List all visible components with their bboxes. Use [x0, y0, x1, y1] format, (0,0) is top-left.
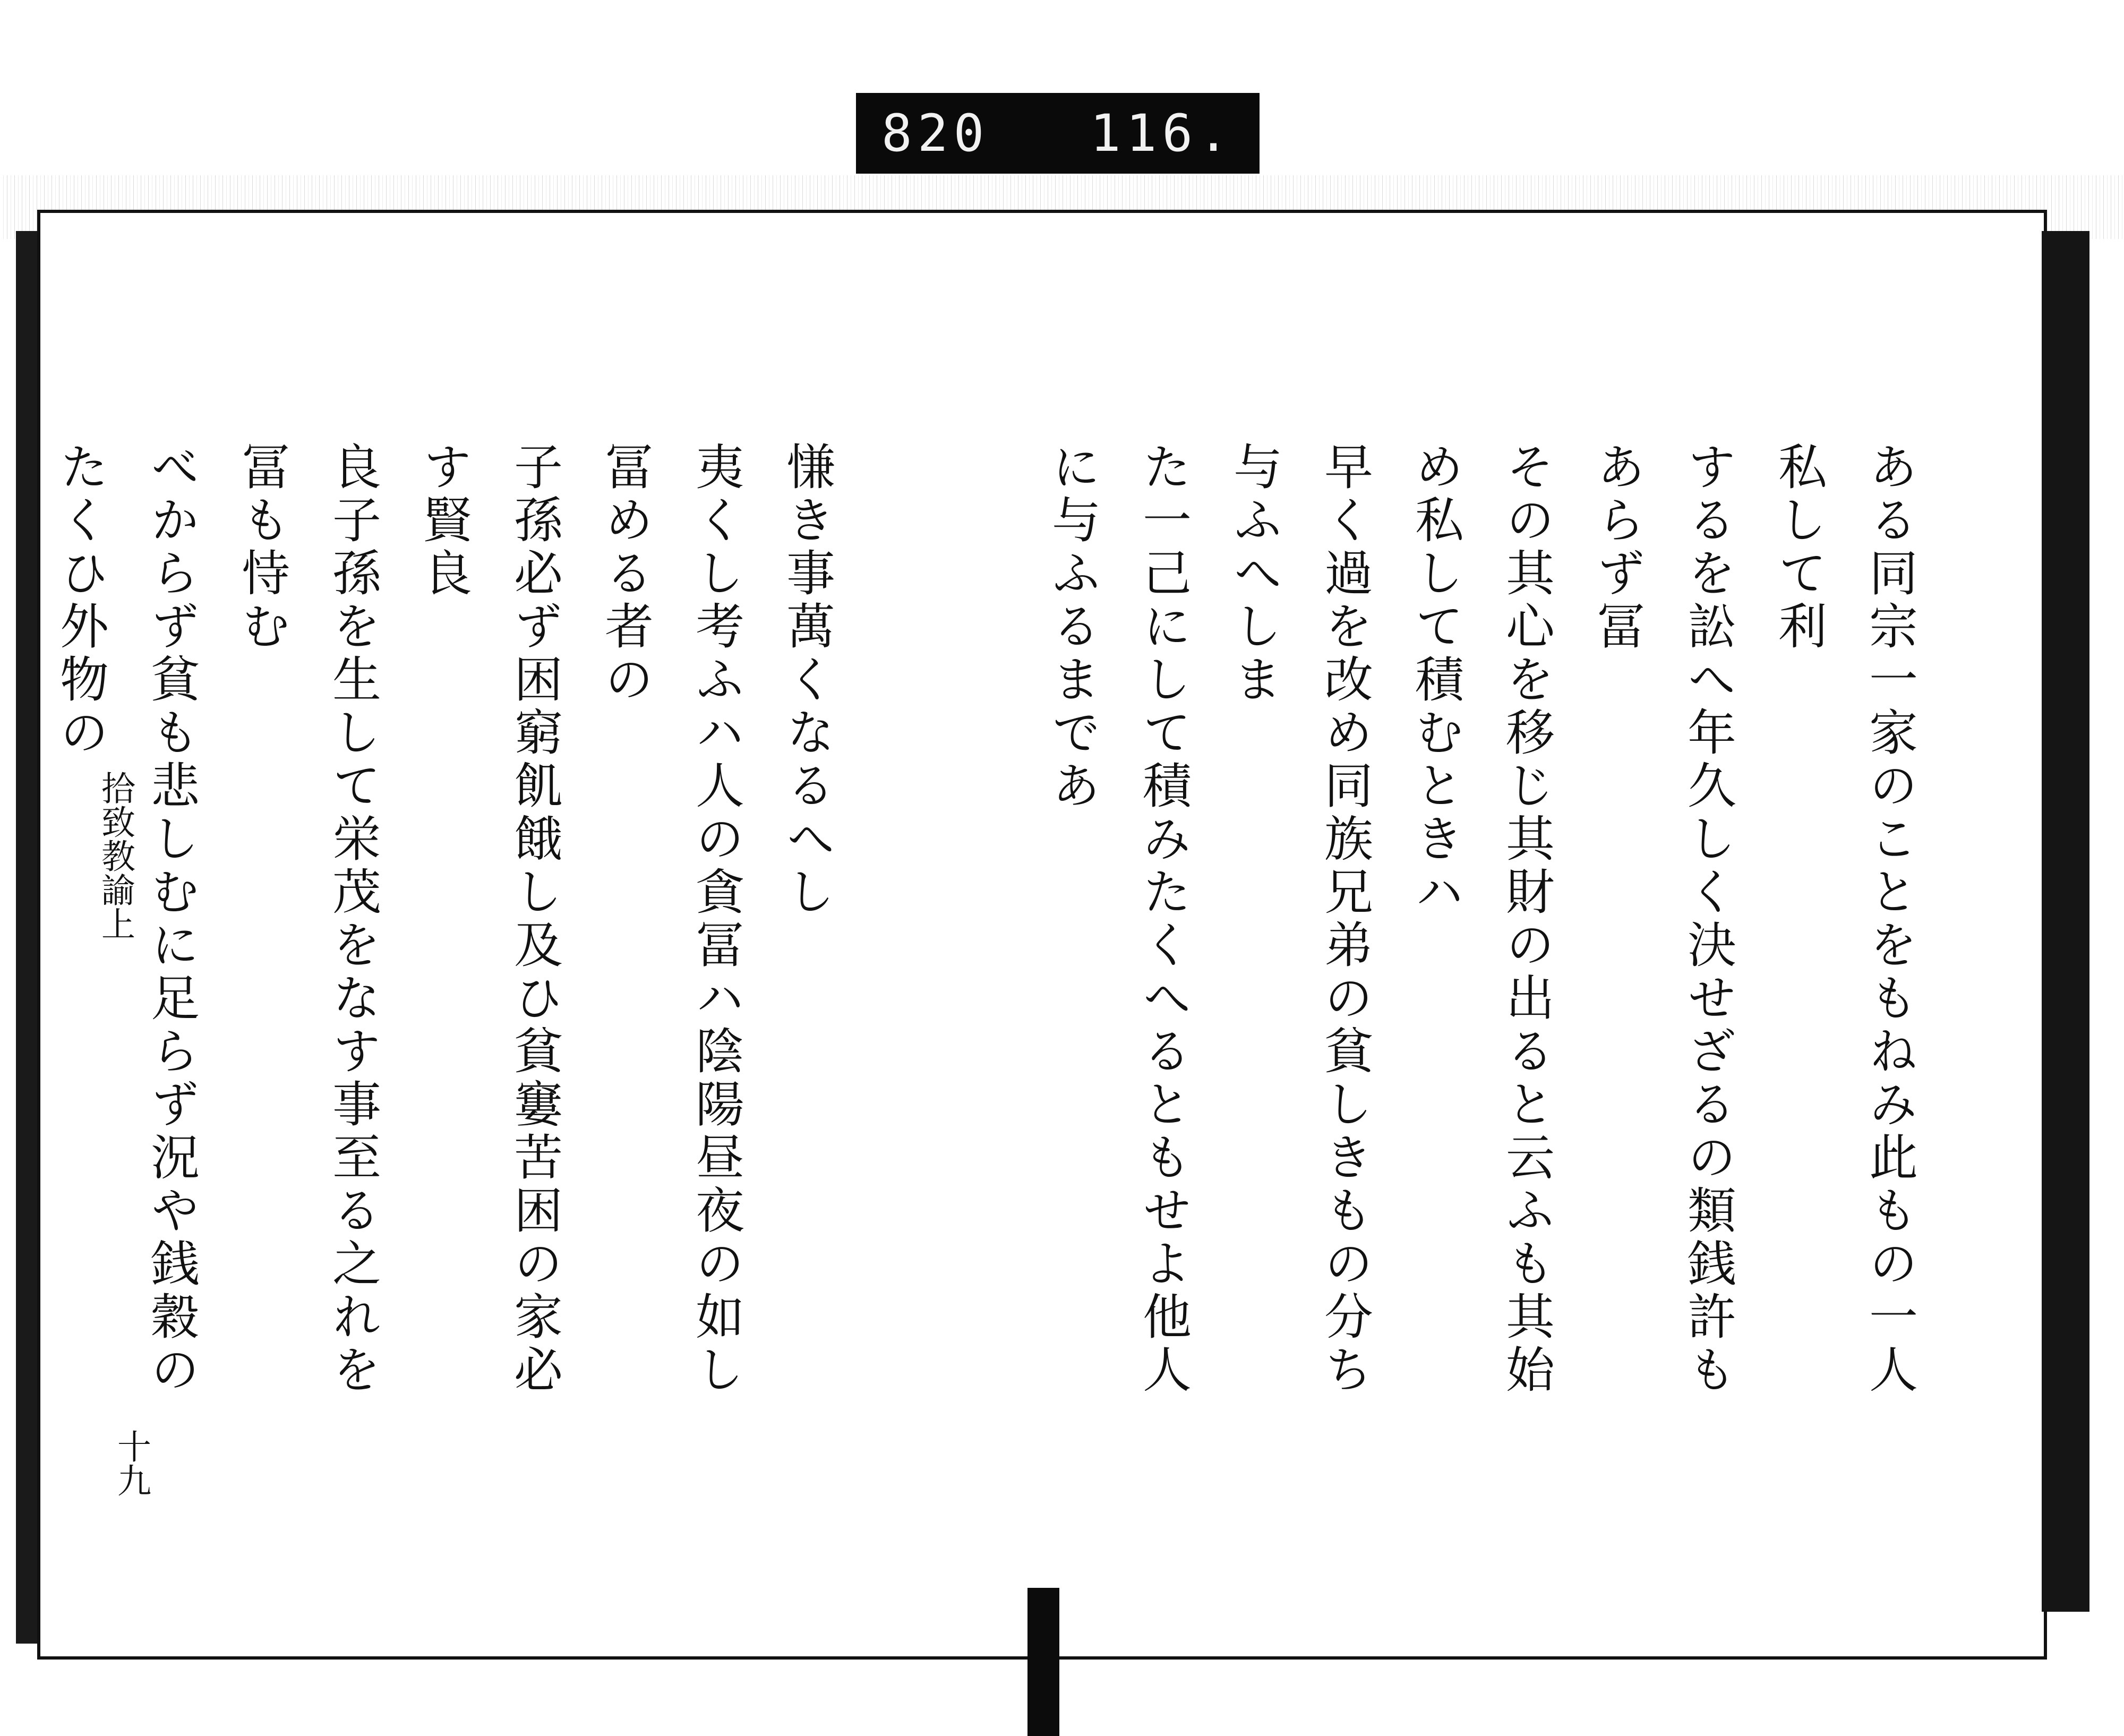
- left-page-text: [37, 441, 852, 1434]
- text-column: 早く過を改め同族兄弟の貧しきもの分ち与ふへしま: [1226, 441, 1373, 1397]
- catalog-label-plate: [856, 93, 1260, 174]
- text-column: するを訟へ年久しく決せざるの類銭許もあらず冨: [1589, 441, 1736, 1397]
- text-column: 子孫必ず困窮飢餓し及ひ貧窶苦困の家必す賢良: [415, 441, 563, 1397]
- book-spread: [16, 210, 2076, 1660]
- text-column: 良子孫を生して栄茂をなす事至る之れを冨も恃む: [234, 441, 381, 1397]
- label-number-right: 116.: [1090, 104, 1234, 163]
- text-column: 夷くし考ふハ人の貪冨ハ陰陽昼夜の如し冨める者の: [597, 441, 744, 1397]
- right-page: [1038, 210, 2047, 1660]
- text-column: た一己にして積みたくへるともせよ他人に与ふるまであ: [1044, 441, 1192, 1397]
- text-column: べからず貧も悲しむに足らず況や銭穀のたくひ外物の: [52, 441, 200, 1397]
- left-page: [37, 210, 1038, 1660]
- right-page-text: [1038, 441, 1935, 1429]
- text-column: ある同宗一家のことをもねみ此もの一人私して利: [1770, 441, 1918, 1397]
- folio-number: 十九: [112, 1429, 151, 1497]
- right-cover-edge: [2042, 231, 2089, 1612]
- text-column: その其心を移じ其財の出ると云ふも其始め私して積むときハ: [1407, 441, 1555, 1397]
- spine-foot-shadow: [1027, 1588, 1059, 1736]
- running-title: 拾致教諭上: [96, 771, 135, 940]
- label-number-left: 820: [881, 104, 990, 163]
- text-column: 慊き事萬くなるへし: [778, 441, 835, 919]
